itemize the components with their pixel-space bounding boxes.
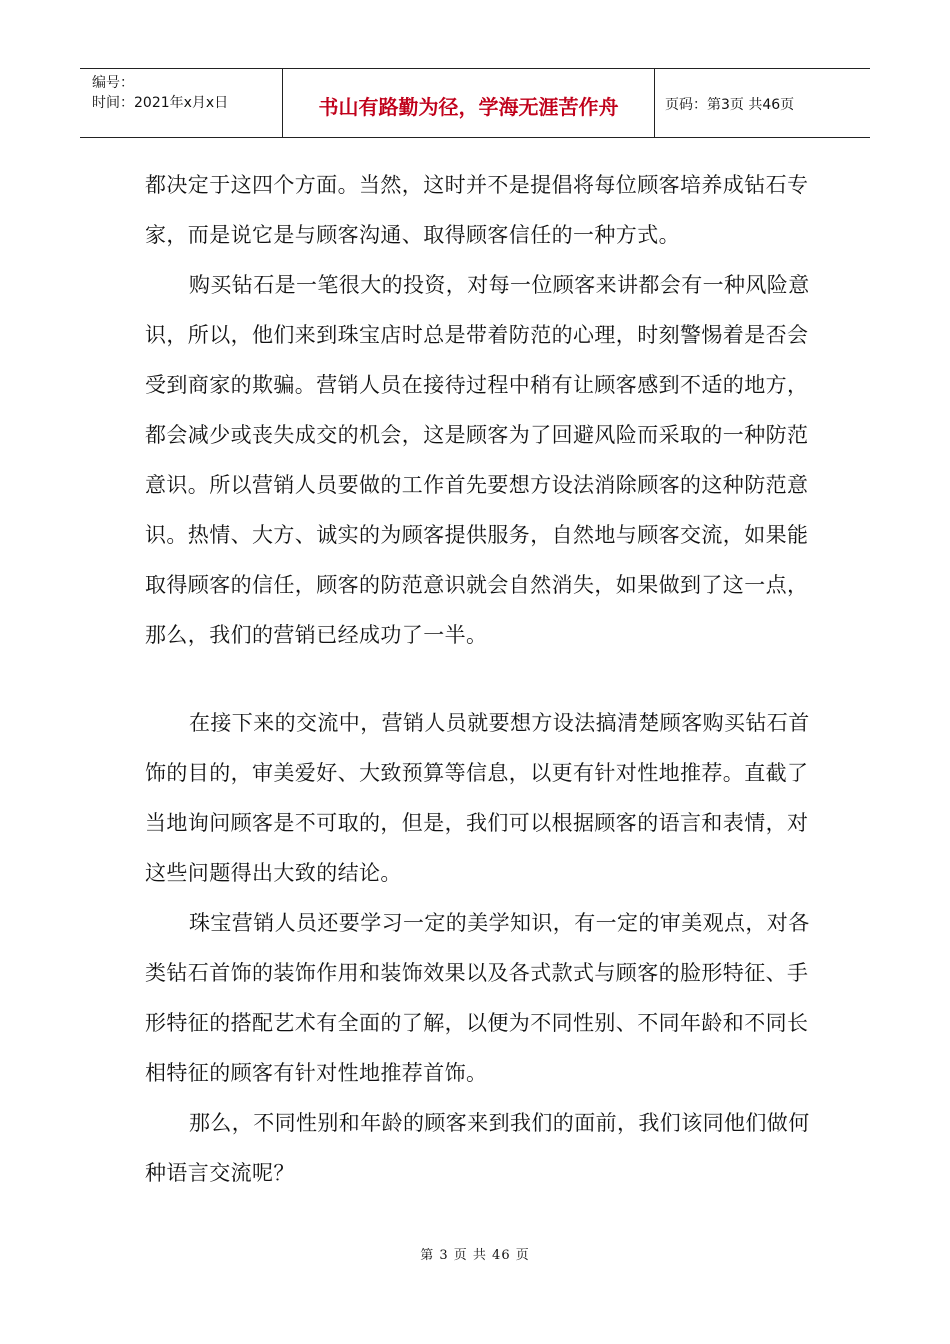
header-motto: 书山有路勤为径，学海无涯苦作舟	[283, 69, 655, 137]
header-meta	[80, 69, 283, 137]
paragraph: 在接下来的交流中，营销人员就要想方设法搞清楚顾客购买钻石首饰的目的，审美爱好、大致预算等信息，以更有针对性地推荐。直截了当地询问顾客是不可取的，但是，我们可以根据顾客的语言和表情，对这些问题得出大致的结论。	[145, 711, 810, 885]
paragraph: 珠宝营销人员还要学习一定的美学知识，有一定的审美观点，对各类钻石首饰的装饰作用和装饰效果以及各式款式与顾客的脸形特征、手形特征的搭配艺术有全面的了解，以便为不同性别、不同年龄和不同长相特征的顾客有针对性地推荐首饰。	[145, 911, 810, 1085]
time-label: 时间：2021年x月x日	[92, 95, 229, 111]
header-page-info: 页码：第3页 共46页	[665, 97, 795, 113]
document-body	[145, 160, 825, 1198]
paragraph-continued: 都决定于这四个方面。当然，这时并不是提倡将每位顾客培养成钻石专家，而是说它是与顾客沟通、取得顾客信任的一种方式。	[145, 173, 809, 247]
number-label: 编号：	[92, 75, 134, 91]
paragraph: 购买钻石是一笔很大的投资，对每一位顾客来讲都会有一种风险意识，所以，他们来到珠宝店时总是带着防范的心理，时刻警惕着是否会受到商家的欺骗。营销人员在接待过程中稍有让顾客感到不适的地方，都会减少或丧失成交的机会，这是顾客为了回避风险而采取的一种防范意识。所以营销人员要做的工作首先要想方设法消除顾客的这种防范意识。热情、大方、诚实的为顾客提供服务，自然地与顾客交流，如果能取得顾客的信任，顾客的防范意识就会自然消失，如果做到了这一点，那么，我们的营销已经成功了一半。	[145, 273, 810, 647]
page-footer: 第 3 页 共 46 页	[420, 1248, 530, 1263]
document-header	[80, 68, 870, 138]
paragraph: 那么，不同性别和年龄的顾客来到我们的面前，我们该同他们做何种语言交流呢？	[145, 1111, 810, 1185]
paragraph-gap	[145, 660, 825, 698]
